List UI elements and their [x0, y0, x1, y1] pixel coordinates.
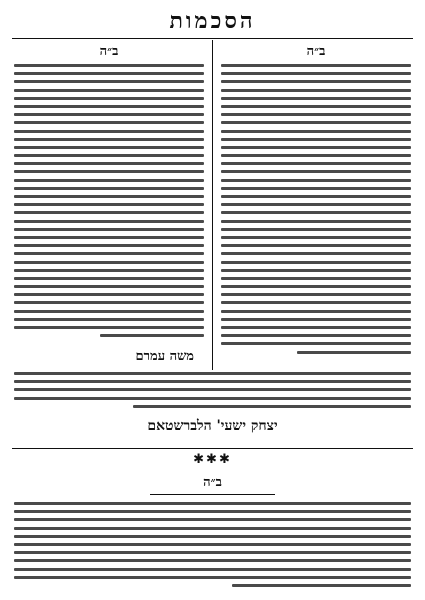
text-line — [14, 236, 204, 239]
text-line — [14, 318, 204, 321]
signature-bottom: יצחק ישעי' הלברשטאם — [147, 418, 278, 434]
text-line — [14, 187, 204, 190]
text-line — [14, 252, 204, 255]
text-line — [221, 138, 411, 141]
text-line — [14, 89, 204, 92]
text-line — [14, 138, 204, 141]
text-line — [14, 146, 204, 149]
text-line — [14, 203, 204, 206]
text-line — [221, 187, 411, 190]
text-line — [133, 405, 411, 408]
text-line — [221, 310, 411, 313]
text-line — [221, 293, 411, 296]
text-line — [221, 285, 411, 288]
text-line — [221, 277, 411, 280]
text-line — [221, 326, 411, 329]
full-width-text-block — [14, 372, 411, 413]
text-line — [14, 130, 204, 133]
text-line — [14, 261, 204, 264]
text-line — [221, 334, 411, 337]
text-line — [221, 170, 411, 173]
text-lines — [14, 64, 204, 337]
text-line — [14, 244, 204, 247]
text-line — [14, 293, 204, 296]
text-line — [221, 203, 411, 206]
text-line — [14, 559, 411, 562]
text-line — [14, 510, 411, 513]
text-line — [14, 113, 204, 116]
text-line — [221, 121, 411, 124]
text-line — [232, 584, 411, 587]
text-line — [221, 269, 411, 272]
text-line — [14, 105, 204, 108]
text-line — [14, 285, 204, 288]
text-line — [14, 80, 204, 83]
text-line — [221, 80, 411, 83]
text-line — [14, 170, 204, 173]
text-line — [221, 244, 411, 247]
signature-left-column: משה עמרם — [135, 349, 194, 364]
text-line — [221, 64, 411, 67]
text-line — [14, 326, 204, 329]
column-divider — [212, 40, 213, 370]
text-line — [14, 388, 411, 391]
text-line — [221, 113, 411, 116]
top-rule — [12, 38, 413, 39]
bh-marker: ב״ה — [99, 44, 119, 59]
text-line — [14, 97, 204, 100]
text-line — [14, 551, 411, 554]
page-title: הסכמות — [169, 8, 256, 34]
text-line — [221, 228, 411, 231]
text-line — [14, 179, 204, 182]
text-line — [221, 252, 411, 255]
text-line — [14, 277, 204, 280]
text-line — [14, 195, 204, 198]
text-line — [221, 236, 411, 239]
text-line — [221, 195, 411, 198]
text-line — [221, 146, 411, 149]
text-line — [221, 154, 411, 157]
lower-approbation-text — [14, 502, 411, 592]
approbation-right-column — [221, 44, 411, 366]
text-line — [221, 105, 411, 108]
bh-marker: ב״ה — [306, 44, 326, 59]
text-line — [14, 121, 204, 124]
text-line — [221, 179, 411, 182]
text-line — [14, 502, 411, 505]
text-line — [14, 72, 204, 75]
text-line — [14, 372, 411, 375]
text-line — [14, 228, 204, 231]
text-line — [14, 535, 411, 538]
text-line — [14, 269, 204, 272]
text-line — [14, 211, 204, 214]
text-line — [221, 220, 411, 223]
text-line — [14, 576, 411, 579]
text-line — [221, 130, 411, 133]
text-line — [221, 301, 411, 304]
text-line — [221, 72, 411, 75]
text-line — [14, 527, 411, 530]
text-lines — [221, 64, 411, 354]
text-line — [297, 351, 411, 354]
text-line — [221, 97, 411, 100]
text-line — [14, 162, 204, 165]
text-line — [14, 518, 411, 521]
text-line — [14, 380, 411, 383]
short-rule — [150, 494, 275, 495]
text-line — [221, 162, 411, 165]
text-line — [14, 543, 411, 546]
text-line — [14, 301, 204, 304]
text-line — [221, 261, 411, 264]
text-line — [14, 220, 204, 223]
approbation-left-column — [14, 44, 204, 366]
text-line — [14, 310, 204, 313]
ornament-divider: ✱✱✱ — [193, 452, 232, 467]
text-line — [14, 154, 204, 157]
text-line — [221, 318, 411, 321]
text-line — [221, 89, 411, 92]
text-line — [14, 397, 411, 400]
text-line — [14, 568, 411, 571]
text-line — [14, 64, 204, 67]
text-line — [100, 334, 205, 337]
bh-marker: ב״ה — [203, 475, 222, 490]
text-line — [221, 211, 411, 214]
middle-rule — [12, 448, 413, 449]
text-line — [221, 342, 411, 345]
